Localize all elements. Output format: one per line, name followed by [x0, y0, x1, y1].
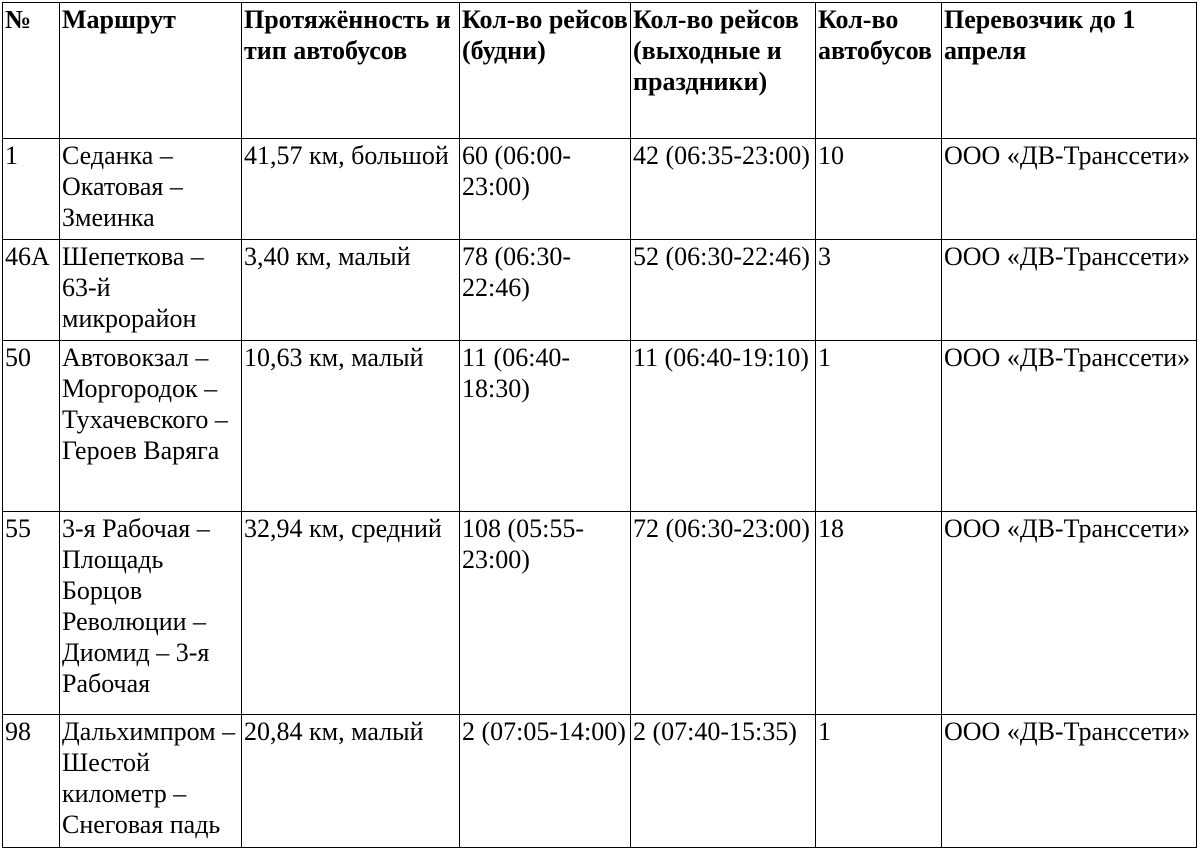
cell-trips-weekdays: 11 (06:40-18:30)	[460, 341, 631, 512]
header-trips-weekdays: Кол-во рейсов (будни)	[460, 3, 631, 139]
table-row	[3, 341, 1197, 512]
cell-length-bus-type: 20,84 км, малый	[242, 715, 460, 848]
header-trips-weekends: Кол-во рейсов (выходные и праздники)	[631, 3, 816, 139]
cell-trips-weekdays: 78 (06:30-22:46)	[460, 240, 631, 341]
cell-route: Седанка – Окатовая – Змеинка	[60, 139, 242, 240]
cell-number: 98	[3, 715, 60, 848]
cell-number: 1	[3, 139, 60, 240]
cell-carrier: ООО «ДВ-Транссети»	[942, 139, 1197, 240]
cell-bus-count: 18	[816, 512, 942, 715]
header-bus-count: Кол-во автобусов	[816, 3, 942, 139]
cell-trips-weekends: 42 (06:35-23:00)	[631, 139, 816, 240]
header-route: Маршрут	[60, 3, 242, 139]
cell-trips-weekends: 11 (06:40-19:10)	[631, 341, 816, 512]
table-row	[3, 139, 1197, 240]
cell-bus-count: 3	[816, 240, 942, 341]
cell-length-bus-type: 3,40 км, малый	[242, 240, 460, 341]
cell-trips-weekends: 72 (06:30-23:00)	[631, 512, 816, 715]
cell-length-bus-type: 32,94 км, средний	[242, 512, 460, 715]
cell-trips-weekdays: 108 (05:55-23:00)	[460, 512, 631, 715]
header-number: №	[3, 3, 60, 139]
cell-trips-weekends: 2 (07:40-15:35)	[631, 715, 816, 848]
cell-carrier: ООО «ДВ-Транссети»	[942, 240, 1197, 341]
cell-carrier: ООО «ДВ-Транссети»	[942, 512, 1197, 715]
cell-bus-count: 10	[816, 139, 942, 240]
cell-trips-weekdays: 60 (06:00-23:00)	[460, 139, 631, 240]
cell-length-bus-type: 10,63 км, малый	[242, 341, 460, 512]
cell-carrier: ООО «ДВ-Транссети»	[942, 715, 1197, 848]
cell-bus-count: 1	[816, 341, 942, 512]
cell-route: Дальхимпром – Шестой километр – Снеговая падь	[60, 715, 242, 848]
cell-route: Шепеткова – 63-й микрорайон	[60, 240, 242, 341]
cell-trips-weekdays: 2 (07:05-14:00)	[460, 715, 631, 848]
cell-number: 55	[3, 512, 60, 715]
table-header-row	[3, 3, 1197, 139]
header-length-bus-type: Протяжённость и тип автобусов	[242, 3, 460, 139]
cell-number: 50	[3, 341, 60, 512]
cell-number: 46А	[3, 240, 60, 341]
table-row	[3, 715, 1197, 848]
cell-bus-count: 1	[816, 715, 942, 848]
table-row	[3, 240, 1197, 341]
table-row	[3, 512, 1197, 715]
cell-route: Автовокзал – Моргородок – Тухачевского – Героев Варяга	[60, 341, 242, 512]
cell-route: 3-я Рабочая – Площадь Борцов Революции – Диомид – 3-я Рабочая	[60, 512, 242, 715]
bus-routes-table	[2, 2, 1197, 848]
header-carrier: Перевозчик до 1 апреля	[942, 3, 1197, 139]
cell-length-bus-type: 41,57 км, большой	[242, 139, 460, 240]
cell-trips-weekends: 52 (06:30-22:46)	[631, 240, 816, 341]
cell-carrier: ООО «ДВ-Транссети»	[942, 341, 1197, 512]
